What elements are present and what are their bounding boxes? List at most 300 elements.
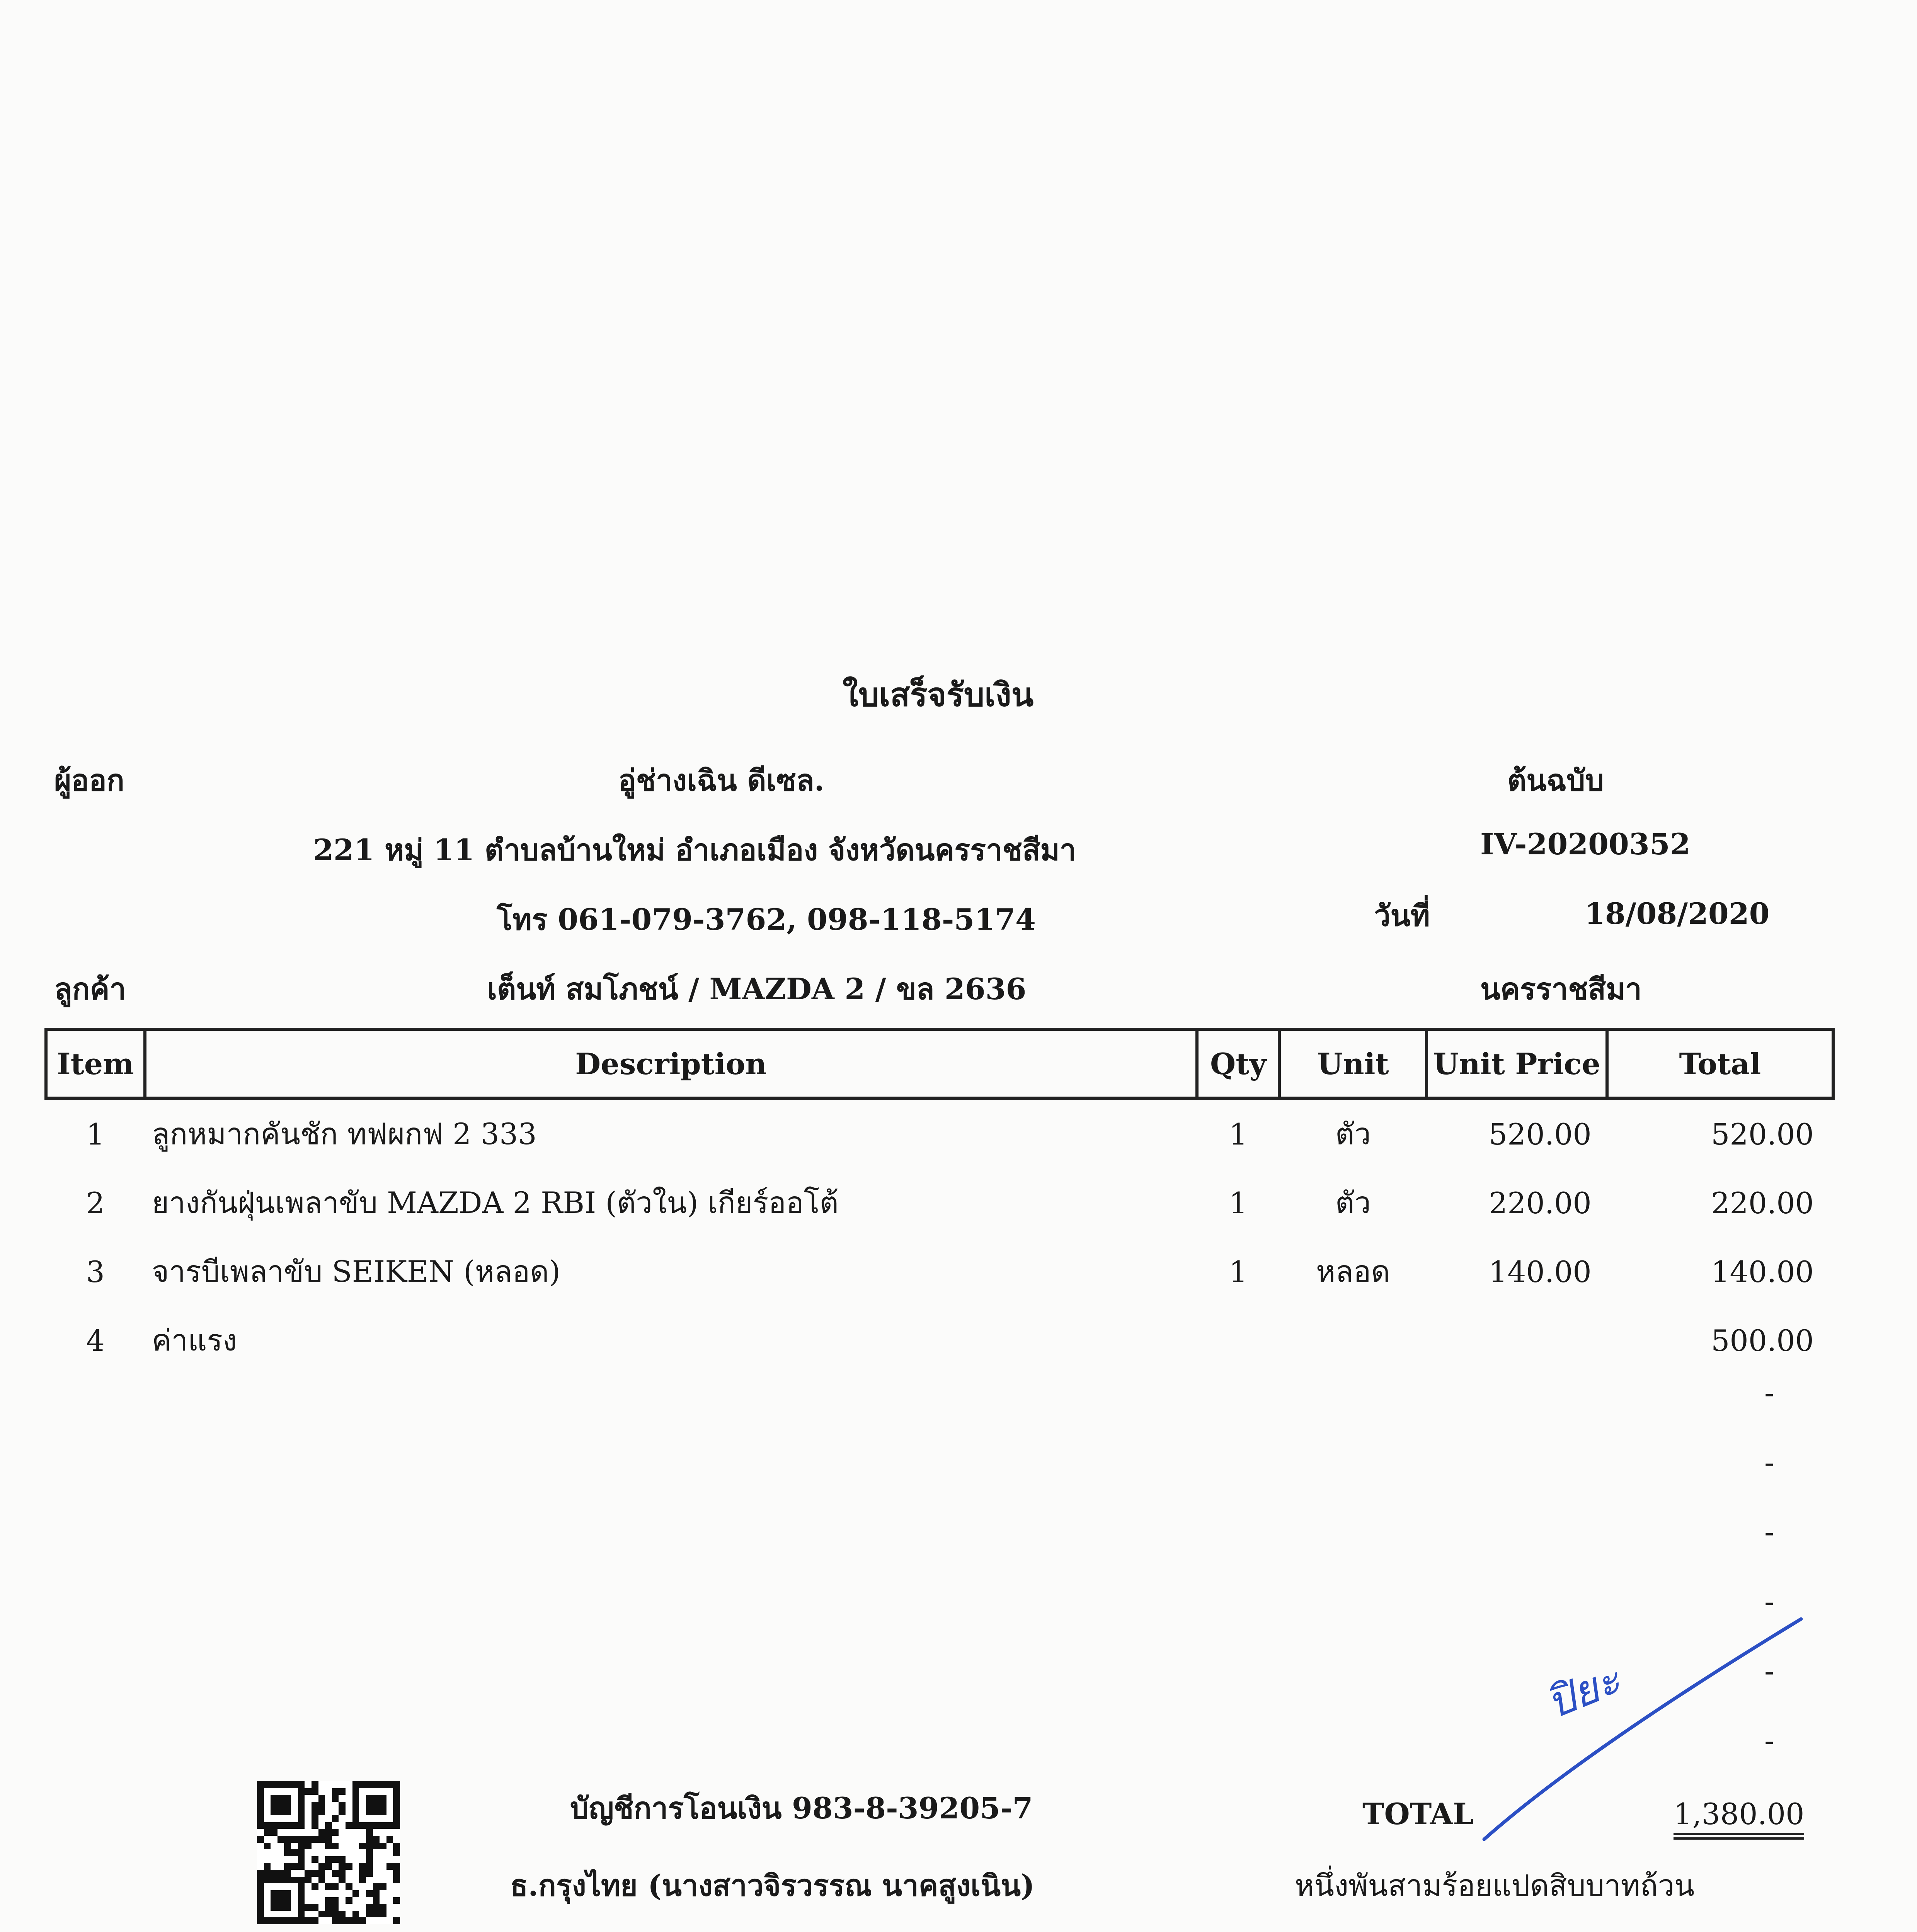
qr-module xyxy=(366,1904,373,1911)
qr-module xyxy=(339,1788,346,1795)
qr-module xyxy=(332,1856,339,1863)
qr-module xyxy=(393,1890,400,1897)
qr-module xyxy=(386,1843,393,1850)
qr-module xyxy=(359,1856,366,1863)
qr-module xyxy=(380,1883,386,1890)
qr-module xyxy=(257,1917,264,1924)
qr-module xyxy=(339,1829,346,1836)
qr-module xyxy=(298,1911,305,1918)
qr-module xyxy=(346,1781,352,1788)
qr-module xyxy=(386,1808,393,1815)
qr-module xyxy=(352,1822,359,1829)
qr-module xyxy=(359,1802,366,1809)
qr-module xyxy=(359,1822,366,1829)
qr-module xyxy=(278,1863,284,1870)
qr-module xyxy=(298,1897,305,1904)
qr-module xyxy=(359,1897,366,1904)
qr-module xyxy=(312,1856,318,1863)
qr-module xyxy=(305,1904,312,1911)
qr-module xyxy=(298,1870,305,1877)
qr-module xyxy=(346,1836,352,1843)
qr-module xyxy=(318,1883,325,1890)
bank-name: ธ.กรุงไทย (นางสาวจิรวรรณ นาคสูงเนิน) xyxy=(510,1868,1035,1903)
qr-module xyxy=(257,1795,264,1802)
row-unit-price xyxy=(1427,1306,1607,1375)
qr-module xyxy=(257,1843,264,1850)
qr-module xyxy=(257,1781,264,1788)
qr-module xyxy=(366,1856,373,1863)
qr-module xyxy=(339,1802,346,1809)
qr-module xyxy=(291,1808,298,1815)
qr-module xyxy=(284,1781,291,1788)
row-unit-price: 220.00 xyxy=(1488,1185,1592,1220)
row-total: 140.00 xyxy=(1711,1254,1814,1289)
row-description: ลูกหมากคันชัก ทฟผกฟ 2 333 xyxy=(152,1117,537,1151)
qr-module xyxy=(298,1815,305,1822)
qr-module xyxy=(352,1911,359,1918)
table-row xyxy=(46,1098,1833,1168)
qr-module xyxy=(257,1911,264,1918)
row-qty: 1 xyxy=(1229,1185,1248,1220)
qr-module xyxy=(352,1795,359,1802)
qr-module xyxy=(264,1822,271,1829)
qr-module xyxy=(393,1883,400,1890)
qr-module xyxy=(366,1829,373,1836)
qr-module xyxy=(305,1836,312,1843)
qr-module xyxy=(332,1849,339,1856)
qr-module xyxy=(380,1822,386,1829)
qr-module xyxy=(271,1815,278,1822)
qr-module xyxy=(264,1917,271,1924)
qr-module xyxy=(298,1808,305,1815)
header-description: Description xyxy=(145,1029,1197,1098)
qr-module xyxy=(352,1815,359,1822)
qr-module xyxy=(298,1917,305,1924)
qr-module xyxy=(373,1822,380,1829)
qr-module xyxy=(332,1829,339,1836)
qr-module xyxy=(257,1870,264,1877)
qr-module xyxy=(271,1781,278,1788)
qr-module xyxy=(339,1808,346,1815)
qr-module xyxy=(393,1904,400,1911)
qr-module xyxy=(359,1808,366,1815)
qr-module xyxy=(257,1802,264,1809)
qr-module xyxy=(278,1781,284,1788)
payment-qr-code xyxy=(257,1781,400,1924)
qr-module xyxy=(312,1788,318,1795)
qr-module xyxy=(346,1870,352,1877)
qr-module xyxy=(305,1808,312,1815)
qr-module xyxy=(346,1795,352,1802)
qr-module xyxy=(284,1897,291,1904)
qr-module xyxy=(284,1870,291,1877)
qr-module xyxy=(278,1897,284,1904)
qr-module xyxy=(298,1802,305,1809)
qr-module xyxy=(325,1870,332,1877)
qr-module xyxy=(318,1877,325,1884)
qr-module xyxy=(318,1788,325,1795)
qr-module xyxy=(312,1911,318,1918)
qr-module xyxy=(346,1883,352,1890)
qr-module xyxy=(366,1911,373,1918)
qr-module xyxy=(284,1802,291,1809)
qr-module xyxy=(339,1917,346,1924)
qr-module xyxy=(298,1822,305,1829)
qr-module xyxy=(318,1843,325,1850)
qr-module xyxy=(386,1829,393,1836)
qr-module xyxy=(380,1849,386,1856)
qr-module xyxy=(298,1781,305,1788)
qr-module xyxy=(339,1849,346,1856)
qr-module xyxy=(386,1890,393,1897)
qr-module xyxy=(393,1911,400,1918)
qr-module xyxy=(264,1815,271,1822)
qr-module xyxy=(332,1877,339,1884)
qr-module xyxy=(284,1815,291,1822)
qr-module xyxy=(325,1877,332,1884)
qr-module xyxy=(271,1897,278,1904)
qr-module xyxy=(278,1836,284,1843)
qr-module xyxy=(366,1808,373,1815)
qr-module xyxy=(373,1829,380,1836)
qr-module xyxy=(359,1829,366,1836)
qr-module xyxy=(271,1870,278,1877)
qr-module xyxy=(339,1822,346,1829)
qr-module xyxy=(346,1917,352,1924)
qr-module xyxy=(380,1863,386,1870)
qr-module xyxy=(346,1843,352,1850)
qr-module xyxy=(359,1863,366,1870)
qr-module xyxy=(325,1863,332,1870)
page-title: ใบเสร็จรับเงิน xyxy=(843,675,1034,714)
qr-module xyxy=(291,1863,298,1870)
qr-module xyxy=(305,1870,312,1877)
qr-module xyxy=(312,1829,318,1836)
qr-module xyxy=(359,1843,366,1850)
row-total: 500.00 xyxy=(1711,1323,1814,1358)
qr-module xyxy=(359,1781,366,1788)
qr-module xyxy=(271,1843,278,1850)
qr-module xyxy=(332,1863,339,1870)
empty-total-mark: - xyxy=(1764,1445,1774,1480)
qr-module xyxy=(332,1911,339,1918)
qr-module xyxy=(257,1836,264,1843)
qr-module xyxy=(284,1843,291,1850)
qr-module xyxy=(305,1788,312,1795)
qr-module xyxy=(264,1856,271,1863)
qr-module xyxy=(312,1808,318,1815)
qr-module xyxy=(291,1795,298,1802)
qr-module xyxy=(264,1904,271,1911)
qr-module xyxy=(271,1877,278,1884)
qr-module xyxy=(380,1911,386,1918)
qr-module xyxy=(380,1856,386,1863)
qr-module xyxy=(298,1843,305,1850)
qr-module xyxy=(257,1829,264,1836)
qr-module xyxy=(318,1802,325,1809)
qr-module xyxy=(332,1802,339,1809)
qr-module xyxy=(386,1849,393,1856)
qr-module xyxy=(339,1870,346,1877)
qr-module xyxy=(346,1904,352,1911)
qr-module xyxy=(352,1843,359,1850)
qr-module xyxy=(366,1788,373,1795)
qr-module xyxy=(359,1904,366,1911)
qr-module xyxy=(312,1883,318,1890)
qr-module xyxy=(352,1836,359,1843)
qr-module xyxy=(291,1904,298,1911)
qr-module xyxy=(346,1808,352,1815)
qr-module xyxy=(380,1904,386,1911)
qr-module xyxy=(312,1897,318,1904)
qr-module xyxy=(312,1877,318,1884)
qr-module xyxy=(352,1829,359,1836)
qr-module xyxy=(264,1883,271,1890)
issuer-address: 221 หมู่ 11 ตำบลบ้านใหม่ อำเภอเมือง จังหวัดนครราชสีมา xyxy=(313,833,1076,867)
qr-module xyxy=(284,1877,291,1884)
qr-module xyxy=(332,1904,339,1911)
header-unit-price: Unit Price xyxy=(1427,1029,1607,1098)
row-item: 4 xyxy=(86,1323,105,1358)
total-value: 1,380.00 xyxy=(1674,1797,1804,1840)
qr-module xyxy=(380,1917,386,1924)
qr-module xyxy=(325,1856,332,1863)
qr-module xyxy=(339,1883,346,1890)
qr-module xyxy=(380,1815,386,1822)
qr-module xyxy=(278,1877,284,1884)
header-qty: Qty xyxy=(1197,1029,1279,1098)
qr-module xyxy=(393,1897,400,1904)
qr-module xyxy=(346,1822,352,1829)
qr-module xyxy=(373,1917,380,1924)
qr-module xyxy=(346,1849,352,1856)
qr-module xyxy=(332,1870,339,1877)
qr-module xyxy=(318,1808,325,1815)
qr-module xyxy=(271,1822,278,1829)
row-item: 2 xyxy=(86,1185,105,1220)
qr-module xyxy=(346,1890,352,1897)
qr-module xyxy=(352,1856,359,1863)
qr-module xyxy=(332,1917,339,1924)
qr-module xyxy=(393,1870,400,1877)
qr-module xyxy=(271,1836,278,1843)
qr-module xyxy=(359,1788,366,1795)
qr-module xyxy=(332,1890,339,1897)
qr-module xyxy=(305,1822,312,1829)
qr-module xyxy=(325,1808,332,1815)
qr-module xyxy=(393,1863,400,1870)
qr-module xyxy=(393,1829,400,1836)
qr-module xyxy=(380,1890,386,1897)
qr-module xyxy=(257,1897,264,1904)
qr-module xyxy=(291,1822,298,1829)
qr-module xyxy=(380,1870,386,1877)
qr-module xyxy=(305,1863,312,1870)
qr-module xyxy=(346,1897,352,1904)
qr-module xyxy=(339,1911,346,1918)
qr-module xyxy=(291,1815,298,1822)
qr-module xyxy=(284,1904,291,1911)
qr-module xyxy=(312,1822,318,1829)
qr-module xyxy=(339,1897,346,1904)
qr-module xyxy=(318,1822,325,1829)
qr-module xyxy=(352,1802,359,1809)
qr-module xyxy=(312,1815,318,1822)
row-total: 220.00 xyxy=(1711,1185,1814,1220)
qr-module xyxy=(359,1877,366,1884)
items-table xyxy=(44,1028,1835,1375)
qr-module xyxy=(373,1808,380,1815)
qr-module xyxy=(264,1781,271,1788)
row-item: 1 xyxy=(86,1117,105,1151)
qr-module xyxy=(346,1877,352,1884)
qr-module xyxy=(386,1836,393,1843)
qr-module xyxy=(380,1836,386,1843)
qr-module xyxy=(312,1836,318,1843)
qr-module xyxy=(352,1883,359,1890)
qr-module xyxy=(352,1897,359,1904)
qr-module xyxy=(284,1788,291,1795)
qr-module xyxy=(305,1917,312,1924)
qr-module xyxy=(257,1856,264,1863)
qr-module xyxy=(386,1877,393,1884)
qr-module xyxy=(325,1849,332,1856)
qr-module xyxy=(318,1795,325,1802)
qr-module xyxy=(352,1917,359,1924)
customer-label: ลูกค้า xyxy=(54,972,126,1006)
qr-module xyxy=(393,1849,400,1856)
qr-module xyxy=(305,1781,312,1788)
qr-module xyxy=(325,1829,332,1836)
qr-module xyxy=(278,1904,284,1911)
qr-module xyxy=(393,1843,400,1850)
qr-module xyxy=(291,1802,298,1809)
qr-module xyxy=(359,1890,366,1897)
qr-module xyxy=(366,1890,373,1897)
qr-module xyxy=(278,1843,284,1850)
qr-module xyxy=(284,1822,291,1829)
qr-module xyxy=(305,1795,312,1802)
qr-module xyxy=(264,1870,271,1877)
qr-module xyxy=(325,1815,332,1822)
row-unit: หลอด xyxy=(1316,1254,1390,1289)
qr-module xyxy=(318,1897,325,1904)
issuer-label: ผู้ออก xyxy=(54,763,124,798)
qr-module xyxy=(332,1897,339,1904)
qr-module xyxy=(312,1890,318,1897)
qr-module xyxy=(352,1870,359,1877)
qr-module xyxy=(291,1917,298,1924)
qr-module xyxy=(318,1870,325,1877)
qr-module xyxy=(386,1856,393,1863)
qr-module xyxy=(291,1843,298,1850)
header-item: Item xyxy=(46,1029,145,1098)
qr-module xyxy=(339,1863,346,1870)
qr-module xyxy=(298,1863,305,1870)
qr-module xyxy=(284,1911,291,1918)
qr-module xyxy=(386,1781,393,1788)
qr-module xyxy=(373,1897,380,1904)
empty-total-mark: - xyxy=(1764,1376,1774,1410)
qr-module xyxy=(312,1802,318,1809)
qr-module xyxy=(291,1911,298,1918)
qr-module xyxy=(271,1829,278,1836)
qr-module xyxy=(284,1890,291,1897)
customer-city: นครราชสีมา xyxy=(1480,972,1642,1006)
qr-module xyxy=(271,1795,278,1802)
qr-module xyxy=(271,1788,278,1795)
qr-module xyxy=(284,1863,291,1870)
row-qty: 1 xyxy=(1229,1117,1248,1151)
qr-module xyxy=(346,1829,352,1836)
invoice-number: IV-20200352 xyxy=(1480,827,1691,861)
row-unit: ตัว xyxy=(1335,1117,1371,1151)
qr-module xyxy=(332,1822,339,1829)
qr-module xyxy=(271,1802,278,1809)
qr-module xyxy=(284,1917,291,1924)
qr-module xyxy=(380,1795,386,1802)
qr-module xyxy=(373,1795,380,1802)
qr-module xyxy=(380,1802,386,1809)
qr-module xyxy=(393,1822,400,1829)
copy-label: ต้นฉบับ xyxy=(1507,763,1604,798)
qr-module xyxy=(312,1781,318,1788)
qr-module xyxy=(386,1870,393,1877)
qr-module xyxy=(373,1849,380,1856)
qr-module xyxy=(271,1890,278,1897)
qr-module xyxy=(257,1890,264,1897)
qr-module xyxy=(298,1904,305,1911)
issuer-name: อู่ช่างเฉิน ดีเซล. xyxy=(618,763,825,798)
qr-module xyxy=(373,1904,380,1911)
qr-module xyxy=(373,1781,380,1788)
date-label: วันที่ xyxy=(1374,898,1430,933)
qr-module xyxy=(352,1863,359,1870)
qr-module xyxy=(325,1843,332,1850)
qr-module xyxy=(278,1849,284,1856)
qr-module xyxy=(366,1849,373,1856)
qr-module xyxy=(271,1904,278,1911)
qr-module xyxy=(264,1788,271,1795)
qr-module xyxy=(366,1781,373,1788)
qr-module xyxy=(393,1877,400,1884)
row-unit-price: 140.00 xyxy=(1488,1254,1592,1289)
qr-module xyxy=(318,1856,325,1863)
row-description: จารบีเพลาขับ SEIKEN (หลอด) xyxy=(152,1254,561,1289)
qr-module xyxy=(373,1788,380,1795)
row-total: 520.00 xyxy=(1711,1117,1814,1151)
qr-module xyxy=(359,1815,366,1822)
qr-module xyxy=(264,1890,271,1897)
qr-module xyxy=(312,1904,318,1911)
qr-module xyxy=(318,1849,325,1856)
qr-module xyxy=(366,1843,373,1850)
qr-module xyxy=(393,1795,400,1802)
qr-module xyxy=(352,1788,359,1795)
qr-module xyxy=(291,1836,298,1843)
table-row xyxy=(46,1306,1833,1375)
qr-module xyxy=(271,1863,278,1870)
qr-module xyxy=(278,1870,284,1877)
qr-module xyxy=(284,1856,291,1863)
qr-module xyxy=(278,1788,284,1795)
qr-module xyxy=(393,1836,400,1843)
qr-module xyxy=(284,1836,291,1843)
qr-module xyxy=(380,1781,386,1788)
qr-module xyxy=(359,1870,366,1877)
empty-total-mark: - xyxy=(1764,1584,1774,1619)
qr-module xyxy=(393,1802,400,1809)
